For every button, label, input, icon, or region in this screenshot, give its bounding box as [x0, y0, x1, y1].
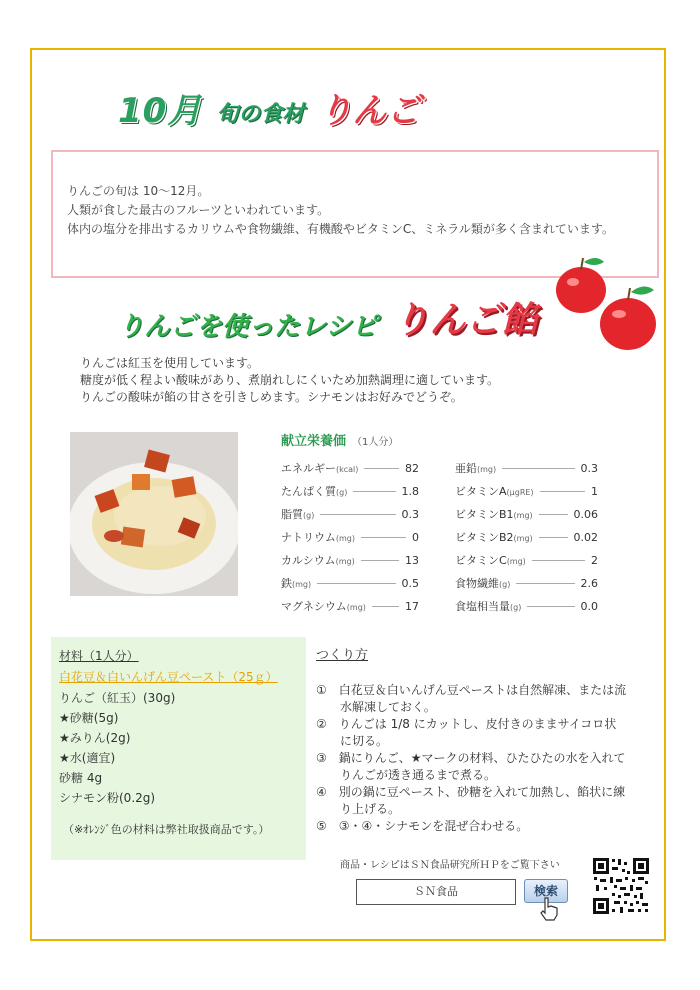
- nutrition-row: [281, 575, 419, 591]
- nutrient-value: 0.02: [573, 530, 598, 544]
- ingredients-title: 材料（1人分）: [59, 649, 139, 663]
- ingredients-box: [51, 637, 306, 860]
- nutrition-row: [281, 506, 419, 522]
- recipe-desc-2: 糖度が低く程よい酸味があり、煮崩れしにくいため加熱調理に適しています。: [80, 373, 500, 387]
- qr-code: [592, 857, 650, 915]
- recipe-desc-3: りんごの酸味が餡の甘さを引きしめます。シナモンはお好みでどうぞ。: [80, 390, 463, 404]
- nutrient-unit: (mg): [335, 557, 355, 566]
- nutrient-unit: (mg): [513, 511, 533, 520]
- ingredient-item: ★みりん(2g): [59, 731, 131, 745]
- nutrient-name: ビタミンC: [455, 554, 507, 567]
- nutrient-value: 1: [591, 484, 598, 498]
- search-button[interactable]: 検索: [524, 879, 568, 903]
- nutrient-unit: (mg): [292, 580, 312, 589]
- ingredient-item: 白花豆＆白いんげん豆ペースト（25ｇ）: [59, 670, 278, 684]
- nutrient-unit: (g): [336, 488, 348, 497]
- nutrient-name: たんぱく質: [281, 485, 336, 498]
- step-line: ③ 鍋にりんご、★マークの材料、ひたひたの水を入れて: [316, 751, 626, 765]
- nutrition-title-text: 献立栄養価: [281, 434, 347, 449]
- nutrient-value: 0.06: [573, 507, 598, 521]
- step-line: ② りんごは 1/8 にカットし、皮付きのままサイコロ状: [316, 717, 617, 731]
- nutrient-value: 82: [405, 461, 419, 475]
- step-line: ⑤ ③・④・シナモンを混ぜ合わせる。: [316, 819, 529, 833]
- nutrition-row: [455, 483, 598, 499]
- nutrient-unit: (mg): [506, 557, 526, 566]
- nutrient-value: 0.0: [580, 599, 598, 613]
- nutrient-name: マグネシウム: [281, 600, 347, 613]
- intro-line-2: 人類が食した最古のフルーツといわれています。: [67, 203, 330, 217]
- nutrition-row: [455, 460, 598, 476]
- title-subtitle: 旬の食材: [216, 102, 305, 127]
- nutrition-row: [455, 529, 598, 545]
- nutrient-unit: (mg): [335, 534, 356, 543]
- nutrient-name: 食塩相当量: [455, 600, 510, 613]
- nutrient-value: 0: [412, 530, 419, 544]
- apple-icon: [556, 258, 606, 313]
- nutrition-row: [455, 506, 598, 522]
- step-line: に切る。: [316, 734, 389, 748]
- intro-line-1: りんごの旬は 10～12月。: [67, 184, 210, 198]
- intro-line-3: 体内の塩分を排出するカリウムや食物繊維、有機酸やビタミンC、ミネラル類が多く含まれています。: [67, 222, 614, 236]
- nutrition-row: [281, 483, 419, 499]
- apple-illustration: [548, 252, 666, 360]
- nutrition-row: [281, 460, 419, 476]
- recipe-title: [118, 292, 537, 343]
- hand-cursor-icon: [538, 896, 560, 922]
- nutrient-value: 2: [591, 553, 598, 567]
- nutrition-row: [455, 598, 598, 614]
- ingredients-note: （※ｵﾚﾝｼﾞ色の材料は弊社取扱商品です。）: [63, 823, 270, 836]
- nutrient-name: 鉄: [281, 577, 292, 590]
- step-line: ① 白花豆＆白いんげん豆ペーストは自然解凍、または流: [316, 683, 627, 697]
- nutrient-unit: (g): [499, 580, 511, 589]
- apple-icon: [600, 286, 656, 350]
- nutrient-name: ビタミンA: [455, 485, 507, 498]
- step-line: 水解凍しておく。: [316, 700, 436, 714]
- nutrient-unit: (mg): [477, 465, 497, 474]
- title-month: 10月: [118, 91, 203, 131]
- recipe-label: りんごを使ったレシピ: [118, 312, 378, 342]
- nutrition-title: [281, 430, 398, 449]
- nutrient-value: 13: [405, 553, 419, 567]
- nutrient-value: 0.3: [580, 461, 598, 475]
- nutrition-row: [281, 552, 419, 568]
- nutrient-name: カルシウム: [281, 554, 336, 567]
- nutrient-value: 1.8: [401, 484, 419, 498]
- nutrient-unit: (g): [303, 511, 315, 520]
- nutrition-row: [281, 598, 419, 614]
- step-line: ④ 別の鍋に豆ペースト、砂糖を入れて加熱し、餡状に練: [316, 785, 626, 799]
- nutrient-name: ナトリウム: [281, 531, 336, 544]
- title-food: りんご: [318, 91, 421, 131]
- nutrient-name: ビタミンB2: [455, 531, 514, 544]
- recipe-desc-1: りんごは紅玉を使用しています。: [80, 356, 260, 370]
- step-line: り上げる。: [316, 802, 401, 816]
- nutrient-name: エネルギー: [281, 462, 336, 475]
- nutrient-unit: (μgRE): [506, 488, 534, 497]
- search-input[interactable]: ＳＮ食品: [356, 879, 516, 905]
- ingredient-item: 砂糖 4g: [59, 771, 103, 785]
- step-line: りんごが透き通るまで煮る。: [316, 768, 497, 782]
- nutrient-unit: (g): [510, 603, 522, 612]
- nutrient-unit: (kcal): [336, 465, 359, 474]
- nutrient-value: 0.3: [401, 507, 419, 521]
- nutrition-serving: （1人分）: [352, 437, 399, 448]
- recipe-photo: [70, 432, 238, 596]
- nutrient-name: ビタミンB1: [455, 508, 514, 521]
- ingredient-item: シナモン粉(0.2g): [59, 791, 156, 805]
- nutrient-unit: (mg): [513, 534, 533, 543]
- recipe-name: りんご餡: [393, 300, 538, 341]
- ingredient-item: ★砂糖(5g): [59, 711, 119, 725]
- footer-note: 商品・レシピはＳＮ食品研究所ＨＰをご覧下さい: [340, 860, 560, 871]
- nutrition-row: [281, 529, 419, 545]
- nutrient-value: 17: [405, 599, 419, 613]
- nutrient-name: 食物繊維: [455, 577, 499, 590]
- nutrition-row: [455, 552, 598, 568]
- ingredient-item: ★水(適宜): [59, 751, 116, 765]
- nutrient-name: 亜鉛: [455, 462, 477, 475]
- ingredient-item: りんご（紅玉）(30g): [59, 691, 176, 705]
- nutrient-value: 2.6: [580, 576, 598, 590]
- steps-title: つくり方: [316, 648, 369, 663]
- nutrition-row: [455, 575, 598, 591]
- nutrient-value: 0.5: [401, 576, 419, 590]
- page-title: [118, 82, 420, 132]
- nutrient-name: 脂質: [281, 508, 303, 521]
- nutrient-unit: (mg): [346, 603, 366, 612]
